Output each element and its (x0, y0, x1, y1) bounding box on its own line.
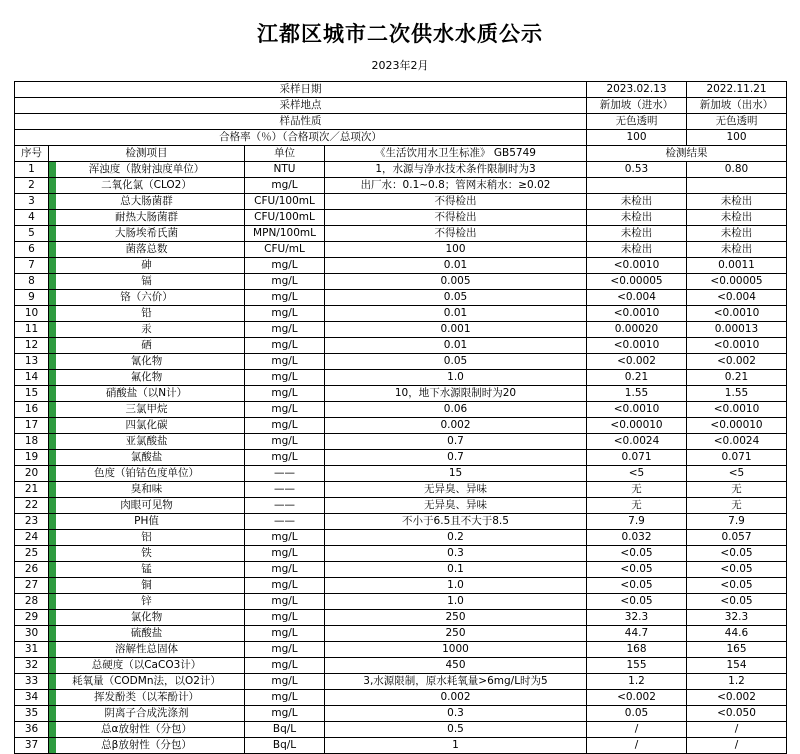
cell-no: 18 (15, 434, 49, 450)
cell-result-2: <0.05 (687, 578, 787, 594)
cell-standard: 1，水源与净水技术条件限制时为3 (325, 162, 587, 178)
meta-label: 采样地点 (15, 98, 587, 114)
table-row (15, 258, 787, 274)
meta-value-2: 新加坡（出水） (687, 98, 787, 114)
cell-result-1: 168 (587, 642, 687, 658)
cell-result-1: 0.00020 (587, 322, 687, 338)
cell-item: 铅 (49, 306, 245, 322)
cell-result-1 (587, 178, 687, 194)
cell-standard: 无异臭、异味 (325, 482, 587, 498)
cell-no: 25 (15, 546, 49, 562)
cell-no: 16 (15, 402, 49, 418)
cell-result-2: <0.004 (687, 290, 787, 306)
cell-no: 10 (15, 306, 49, 322)
cell-item: 硫酸盐 (49, 626, 245, 642)
cell-result-2: 165 (687, 642, 787, 658)
cell-result-2 (687, 178, 787, 194)
cell-unit: mg/L (245, 402, 325, 418)
cell-unit: mg/L (245, 594, 325, 610)
cell-no: 31 (15, 642, 49, 658)
table-row (15, 306, 787, 322)
cell-no: 29 (15, 610, 49, 626)
cell-standard: 出厂水：0.1~0.8；管网末稍水：≥0.02 (325, 178, 587, 194)
table-row (15, 290, 787, 306)
meta-value-2: 无色透明 (687, 114, 787, 130)
cell-result-1: <0.002 (587, 690, 687, 706)
cell-result-2: <0.05 (687, 546, 787, 562)
column-header-row (15, 146, 787, 162)
cell-result-2: 0.057 (687, 530, 787, 546)
cell-no: 33 (15, 674, 49, 690)
cell-unit: mg/L (245, 642, 325, 658)
cell-standard: 0.3 (325, 706, 587, 722)
cell-unit: mg/L (245, 610, 325, 626)
cell-standard: 1.0 (325, 594, 587, 610)
cell-result-1: <0.00005 (587, 274, 687, 290)
table-row (15, 482, 787, 498)
cell-unit: MPN/100mL (245, 226, 325, 242)
cell-no: 12 (15, 338, 49, 354)
table-row (15, 706, 787, 722)
cell-result-2: 0.80 (687, 162, 787, 178)
cell-no: 36 (15, 722, 49, 738)
cell-no: 13 (15, 354, 49, 370)
cell-unit: CFU/mL (245, 242, 325, 258)
cell-no: 32 (15, 658, 49, 674)
cell-item: 铬（六价） (49, 290, 245, 306)
meta-row-sample-date (15, 82, 787, 98)
cell-result-1: <0.00010 (587, 418, 687, 434)
cell-result-1: 未检出 (587, 210, 687, 226)
cell-unit: mg/L (245, 370, 325, 386)
cell-no: 7 (15, 258, 49, 274)
cell-standard: 0.002 (325, 418, 587, 434)
cell-no: 34 (15, 690, 49, 706)
cell-no: 22 (15, 498, 49, 514)
meta-row-pass-rate (15, 130, 787, 146)
cell-unit: mg/L (245, 354, 325, 370)
cell-no: 14 (15, 370, 49, 386)
cell-result-1: 无 (587, 482, 687, 498)
cell-item: 氯化物 (49, 610, 245, 626)
cell-result-1: <0.0010 (587, 258, 687, 274)
cell-standard: 0.01 (325, 338, 587, 354)
cell-standard: 1000 (325, 642, 587, 658)
cell-item: 总α放射性（分包） (49, 722, 245, 738)
cell-item: 总β放射性（分包） (49, 738, 245, 754)
cell-result-2: 0.0011 (687, 258, 787, 274)
cell-standard: 0.001 (325, 322, 587, 338)
cell-result-2: 未检出 (687, 210, 787, 226)
table-row (15, 434, 787, 450)
cell-no: 30 (15, 626, 49, 642)
cell-standard: 0.1 (325, 562, 587, 578)
cell-result-2: <0.050 (687, 706, 787, 722)
cell-unit: mg/L (245, 626, 325, 642)
cell-result-1: 0.21 (587, 370, 687, 386)
cell-result-2: 0.00013 (687, 322, 787, 338)
cell-no: 3 (15, 194, 49, 210)
table-row (15, 658, 787, 674)
cell-result-2: 未检出 (687, 194, 787, 210)
water-quality-table (14, 81, 787, 754)
cell-result-1: 无 (587, 498, 687, 514)
meta-value-2: 100 (687, 130, 787, 146)
cell-item: 肉眼可见物 (49, 498, 245, 514)
table-row (15, 370, 787, 386)
header-item: 检测项目 (49, 146, 245, 162)
table-row (15, 530, 787, 546)
cell-unit: mg/L (245, 578, 325, 594)
cell-unit: mg/L (245, 674, 325, 690)
cell-result-1: <0.05 (587, 578, 687, 594)
cell-result-1: <0.0010 (587, 402, 687, 418)
cell-item: 二氧化氯（CLO2） (49, 178, 245, 194)
cell-item: 总硬度（以CaCO3计） (49, 658, 245, 674)
cell-item: 硒 (49, 338, 245, 354)
cell-no: 8 (15, 274, 49, 290)
cell-standard: 0.002 (325, 690, 587, 706)
cell-no: 26 (15, 562, 49, 578)
cell-standard: 450 (325, 658, 587, 674)
cell-result-1: / (587, 738, 687, 754)
cell-item: 砷 (49, 258, 245, 274)
table-row (15, 226, 787, 242)
cell-result-1: <0.0010 (587, 306, 687, 322)
cell-no: 20 (15, 466, 49, 482)
table-row (15, 562, 787, 578)
cell-result-2: <0.00010 (687, 418, 787, 434)
cell-unit: mg/L (245, 386, 325, 402)
table-row (15, 322, 787, 338)
cell-unit: mg/L (245, 546, 325, 562)
cell-result-1: 未检出 (587, 194, 687, 210)
cell-result-1: 0.071 (587, 450, 687, 466)
cell-result-2: 32.3 (687, 610, 787, 626)
cell-result-1: 未检出 (587, 226, 687, 242)
table-row (15, 274, 787, 290)
cell-unit: mg/L (245, 418, 325, 434)
cell-standard: 0.06 (325, 402, 587, 418)
cell-result-1: 未检出 (587, 242, 687, 258)
cell-result-1: <0.002 (587, 354, 687, 370)
table-row (15, 450, 787, 466)
cell-result-1: 0.05 (587, 706, 687, 722)
table-row (15, 162, 787, 178)
cell-no: 28 (15, 594, 49, 610)
table-row (15, 594, 787, 610)
cell-standard: 0.5 (325, 722, 587, 738)
cell-result-2: <5 (687, 466, 787, 482)
cell-standard: 1.0 (325, 370, 587, 386)
cell-result-1: <0.0010 (587, 338, 687, 354)
cell-item: 镉 (49, 274, 245, 290)
meta-label: 样品性质 (15, 114, 587, 130)
cell-item: 亚氯酸盐 (49, 434, 245, 450)
cell-result-1: <5 (587, 466, 687, 482)
table-row (15, 722, 787, 738)
cell-result-2: 无 (687, 498, 787, 514)
cell-result-1: 7.9 (587, 514, 687, 530)
cell-unit: mg/L (245, 658, 325, 674)
cell-standard: 1.0 (325, 578, 587, 594)
cell-result-1: <0.05 (587, 546, 687, 562)
cell-item: PH值 (49, 514, 245, 530)
cell-item: 硝酸盐（以N计） (49, 386, 245, 402)
table-row (15, 578, 787, 594)
cell-standard: 10，地下水源限制时为20 (325, 386, 587, 402)
cell-unit: CFU/100mL (245, 210, 325, 226)
cell-result-1: 32.3 (587, 610, 687, 626)
cell-standard: 无异臭、异味 (325, 498, 587, 514)
cell-item: 浑浊度（散射浊度单位） (49, 162, 245, 178)
table-row (15, 402, 787, 418)
table-row (15, 210, 787, 226)
cell-unit: mg/L (245, 690, 325, 706)
cell-result-1: 0.032 (587, 530, 687, 546)
cell-item: 氰化物 (49, 354, 245, 370)
cell-result-2: <0.0010 (687, 338, 787, 354)
meta-label: 合格率（％）（合格项次／总项次） (15, 130, 587, 146)
cell-no: 6 (15, 242, 49, 258)
cell-item: 氯酸盐 (49, 450, 245, 466)
cell-unit: mg/L (245, 290, 325, 306)
meta-value-1: 新加坡（进水） (587, 98, 687, 114)
cell-unit: mg/L (245, 530, 325, 546)
cell-result-2: 44.6 (687, 626, 787, 642)
cell-standard: 100 (325, 242, 587, 258)
cell-standard: 0.05 (325, 354, 587, 370)
cell-unit: mg/L (245, 706, 325, 722)
cell-result-2: <0.002 (687, 354, 787, 370)
cell-item: 铁 (49, 546, 245, 562)
meta-value-1: 2023.02.13 (587, 82, 687, 98)
cell-no: 1 (15, 162, 49, 178)
cell-no: 4 (15, 210, 49, 226)
cell-result-1: <0.0024 (587, 434, 687, 450)
cell-item: 耐热大肠菌群 (49, 210, 245, 226)
cell-unit: mg/L (245, 274, 325, 290)
cell-no: 24 (15, 530, 49, 546)
cell-result-1: 0.53 (587, 162, 687, 178)
cell-result-1: / (587, 722, 687, 738)
page-title: 江都区城市二次供水水质公示 (257, 22, 543, 46)
table-row (15, 386, 787, 402)
table-row (15, 418, 787, 434)
header-no: 序号 (15, 146, 49, 162)
cell-unit: mg/L (245, 258, 325, 274)
cell-result-2: 1.2 (687, 674, 787, 690)
cell-no: 9 (15, 290, 49, 306)
cell-item: 氟化物 (49, 370, 245, 386)
cell-standard: 0.7 (325, 450, 587, 466)
cell-no: 27 (15, 578, 49, 594)
cell-result-2: <0.05 (687, 562, 787, 578)
cell-result-1: <0.05 (587, 594, 687, 610)
cell-standard: 0.01 (325, 306, 587, 322)
cell-standard: 0.005 (325, 274, 587, 290)
cell-standard: 250 (325, 626, 587, 642)
cell-result-2: 未检出 (687, 226, 787, 242)
cell-standard: 3,水源限制，原水耗氧量>6mg/L时为5 (325, 674, 587, 690)
table-row (15, 642, 787, 658)
cell-item: 大肠埃希氏菌 (49, 226, 245, 242)
cell-result-2: <0.0010 (687, 306, 787, 322)
cell-item: 挥发酚类（以苯酚计） (49, 690, 245, 706)
table-row (15, 514, 787, 530)
cell-standard: 0.7 (325, 434, 587, 450)
cell-standard: 0.3 (325, 546, 587, 562)
cell-item: 臭和味 (49, 482, 245, 498)
cell-item: 色度（铂钴色度单位） (49, 466, 245, 482)
cell-unit: NTU (245, 162, 325, 178)
page-subtitle: 2023年2月 (371, 59, 429, 72)
cell-unit: CFU/100mL (245, 194, 325, 210)
cell-standard: 0.05 (325, 290, 587, 306)
cell-unit: —— (245, 514, 325, 530)
cell-standard: 不得检出 (325, 194, 587, 210)
table-row (15, 690, 787, 706)
cell-result-2: <0.0024 (687, 434, 787, 450)
cell-result-1: 44.7 (587, 626, 687, 642)
cell-result-2: <0.002 (687, 690, 787, 706)
cell-standard: 不小于6.5且不大于8.5 (325, 514, 587, 530)
table-row (15, 626, 787, 642)
cell-result-2: <0.0010 (687, 402, 787, 418)
cell-unit: mg/L (245, 338, 325, 354)
cell-no: 23 (15, 514, 49, 530)
cell-result-1: <0.004 (587, 290, 687, 306)
cell-item: 溶解性总固体 (49, 642, 245, 658)
cell-no: 17 (15, 418, 49, 434)
cell-item: 菌落总数 (49, 242, 245, 258)
table-body (15, 82, 787, 754)
header-result: 检测结果 (587, 146, 787, 162)
cell-item: 耗氧量（CODMn法，以O2计） (49, 674, 245, 690)
cell-item: 汞 (49, 322, 245, 338)
cell-standard: 15 (325, 466, 587, 482)
cell-result-2: 0.071 (687, 450, 787, 466)
table-row (15, 546, 787, 562)
cell-no: 19 (15, 450, 49, 466)
cell-result-2: <0.00005 (687, 274, 787, 290)
cell-result-2: 154 (687, 658, 787, 674)
cell-no: 15 (15, 386, 49, 402)
cell-result-1: <0.05 (587, 562, 687, 578)
cell-item: 铝 (49, 530, 245, 546)
header-standard: 《生活饮用水卫生标准》 GB5749 (325, 146, 587, 162)
cell-no: 11 (15, 322, 49, 338)
table-row (15, 338, 787, 354)
cell-no: 21 (15, 482, 49, 498)
document-page (0, 12, 800, 752)
meta-value-1: 无色透明 (587, 114, 687, 130)
table-row (15, 498, 787, 514)
cell-result-1: 155 (587, 658, 687, 674)
cell-unit: mg/L (245, 322, 325, 338)
table-row (15, 674, 787, 690)
table-row (15, 610, 787, 626)
cell-item: 铜 (49, 578, 245, 594)
cell-result-2: <0.05 (687, 594, 787, 610)
table-row (15, 354, 787, 370)
cell-result-2: 无 (687, 482, 787, 498)
cell-result-2: 7.9 (687, 514, 787, 530)
cell-standard: 0.2 (325, 530, 587, 546)
cell-result-1: 1.55 (587, 386, 687, 402)
cell-unit: mg/L (245, 434, 325, 450)
cell-unit: mg/L (245, 450, 325, 466)
cell-result-2: / (687, 738, 787, 754)
table-row (15, 466, 787, 482)
cell-standard: 不得检出 (325, 226, 587, 242)
cell-standard: 不得检出 (325, 210, 587, 226)
cell-item: 总大肠菌群 (49, 194, 245, 210)
meta-value-2: 2022.11.21 (687, 82, 787, 98)
meta-row-sample-location (15, 98, 787, 114)
table-row (15, 178, 787, 194)
cell-unit: —— (245, 482, 325, 498)
cell-result-1: 1.2 (587, 674, 687, 690)
cell-no: 37 (15, 738, 49, 754)
cell-unit: —— (245, 466, 325, 482)
meta-row-sample-nature (15, 114, 787, 130)
cell-no: 2 (15, 178, 49, 194)
cell-item: 阴离子合成洗涤剂 (49, 706, 245, 722)
cell-no: 35 (15, 706, 49, 722)
cell-unit: Bq/L (245, 738, 325, 754)
cell-result-2: 1.55 (687, 386, 787, 402)
cell-unit: —— (245, 498, 325, 514)
cell-item: 三氯甲烷 (49, 402, 245, 418)
cell-standard: 1 (325, 738, 587, 754)
cell-item: 锰 (49, 562, 245, 578)
cell-no: 5 (15, 226, 49, 242)
cell-result-2: 0.21 (687, 370, 787, 386)
cell-item: 锌 (49, 594, 245, 610)
meta-label: 采样日期 (15, 82, 587, 98)
cell-unit: Bq/L (245, 722, 325, 738)
cell-unit: mg/L (245, 562, 325, 578)
cell-result-2: / (687, 722, 787, 738)
cell-unit: mg/L (245, 178, 325, 194)
cell-result-2: 未检出 (687, 242, 787, 258)
cell-item: 四氯化碳 (49, 418, 245, 434)
table-row (15, 194, 787, 210)
meta-value-1: 100 (587, 130, 687, 146)
header-unit: 单位 (245, 146, 325, 162)
cell-unit: mg/L (245, 306, 325, 322)
table-row (15, 242, 787, 258)
cell-standard: 250 (325, 610, 587, 626)
cell-standard: 0.01 (325, 258, 587, 274)
